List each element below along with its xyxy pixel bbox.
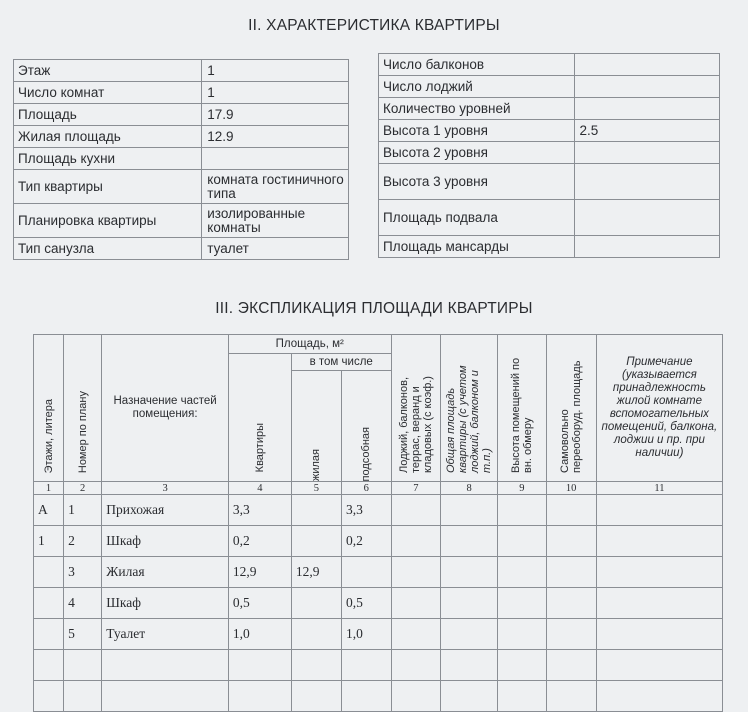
cell-apt: 3,3 (228, 495, 291, 526)
cell-no (64, 681, 102, 712)
explication-table (33, 334, 723, 712)
header-loggias: Лоджий, балконов, террас, веранд и кладовых (с коэф.) (391, 335, 441, 482)
value (574, 98, 720, 120)
column-numbers-row (34, 482, 723, 495)
table-row (379, 142, 720, 164)
table-row (14, 170, 349, 204)
table-row (34, 650, 723, 681)
cell-aux: 0,2 (342, 526, 392, 557)
label: Высота 2 уровня (379, 142, 575, 164)
cell-aux (342, 681, 392, 712)
label: Число балконов (379, 54, 575, 76)
value: комната гостиничного типа (202, 170, 349, 204)
cell-no: 1 (64, 495, 102, 526)
table-row (14, 60, 349, 82)
label: Жилая площадь (14, 126, 202, 148)
characteristics-right-table (378, 53, 720, 258)
table-row (14, 148, 349, 170)
col-number: 5 (291, 482, 341, 495)
value: 2.5 (574, 120, 720, 142)
header-area: Площадь, м² (228, 335, 391, 354)
table-row (379, 236, 720, 258)
label: Высота 3 уровня (379, 164, 575, 200)
value (574, 54, 720, 76)
cell-no: 2 (64, 526, 102, 557)
section3-title: III. ЭКСПЛИКАЦИЯ ПЛОЩАДИ КВАРТИРЫ (215, 300, 533, 317)
table-row (14, 204, 349, 238)
label: Площадь мансарды (379, 236, 575, 258)
cell-living (291, 588, 341, 619)
value: 12.9 (202, 126, 349, 148)
cell-name: Шкаф (102, 526, 229, 557)
cell-living: 12,9 (291, 557, 341, 588)
cell-aux: 3,3 (342, 495, 392, 526)
table-row (34, 495, 723, 526)
table-row (34, 526, 723, 557)
table-row (34, 619, 723, 650)
label: Площадь подвала (379, 200, 575, 236)
col-number: 7 (391, 482, 441, 495)
cell-name: Шкаф (102, 588, 229, 619)
cell-floor (34, 588, 64, 619)
cell-apt: 0,2 (228, 526, 291, 557)
cell-floor (34, 619, 64, 650)
cell-no: 5 (64, 619, 102, 650)
cell-aux (342, 557, 392, 588)
table-row (34, 588, 723, 619)
table-row (14, 126, 349, 148)
header-purpose: Назначение частей помещения: (102, 335, 229, 482)
col-number: 8 (441, 482, 498, 495)
table-row (379, 164, 720, 200)
cell-living (291, 495, 341, 526)
value (574, 142, 720, 164)
cell-floor (34, 650, 64, 681)
cell-apt: 12,9 (228, 557, 291, 588)
cell-apt (228, 681, 291, 712)
header-plan-no: Номер по плану (64, 335, 102, 482)
table-row (14, 238, 349, 260)
header-total: Общая площадь квартиры (с учетом лоджий, балконом и т.п.) (441, 335, 498, 482)
value (574, 76, 720, 98)
cell-floor: А (34, 495, 64, 526)
label: Высота 1 уровня (379, 120, 575, 142)
header-floors: Этажи, литера (34, 335, 64, 482)
header-note: Примечание (указывается принадлежность жилой комнате вспомогательных помещений, балкона, лоджии и пр. при наличии) (596, 335, 722, 482)
table-row (379, 76, 720, 98)
cell-name: Жилая (102, 557, 229, 588)
cell-name (102, 681, 229, 712)
header-apartment: Квартиры (228, 354, 291, 482)
label: Тип санузла (14, 238, 202, 260)
table-row (379, 98, 720, 120)
table-row (14, 82, 349, 104)
value: 17.9 (202, 104, 349, 126)
col-number: 4 (228, 482, 291, 495)
cell-name: Туалет (102, 619, 229, 650)
value: изолированные комнаты (202, 204, 349, 238)
cell-aux (342, 650, 392, 681)
table-row (379, 200, 720, 236)
col-number: 2 (64, 482, 102, 495)
cell-no: 3 (64, 557, 102, 588)
cell-no (64, 650, 102, 681)
value: туалет (202, 238, 349, 260)
cell-aux: 0,5 (342, 588, 392, 619)
label: Планировка квартиры (14, 204, 202, 238)
table-row (14, 104, 349, 126)
cell-living (291, 650, 341, 681)
label: Тип квартиры (14, 170, 202, 204)
cell-floor (34, 681, 64, 712)
header-unauthorized: Самовольно переоборуд. площадь (546, 335, 596, 482)
cell-floor: 1 (34, 526, 64, 557)
label: Площадь (14, 104, 202, 126)
header-living: жилая (291, 371, 341, 482)
cell-floor (34, 557, 64, 588)
cell-living (291, 681, 341, 712)
label: Этаж (14, 60, 202, 82)
label: Число лоджий (379, 76, 575, 98)
col-number: 11 (596, 482, 722, 495)
cell-living (291, 526, 341, 557)
section2-title: II. ХАРАКТЕРИСТИКА КВАРТИРЫ (248, 17, 500, 34)
cell-no: 4 (64, 588, 102, 619)
header-including: в том числе (291, 354, 391, 371)
value: 1 (202, 82, 349, 104)
label: Количество уровней (379, 98, 575, 120)
cell-name (102, 650, 229, 681)
cell-apt: 1,0 (228, 619, 291, 650)
cell-living (291, 619, 341, 650)
col-number: 3 (102, 482, 229, 495)
characteristics-left-table (13, 59, 349, 260)
header-height: Высота помещений по вн. обмеру (498, 335, 546, 482)
table-row (34, 557, 723, 588)
value (574, 236, 720, 258)
cell-name: Прихожая (102, 495, 229, 526)
table-row (379, 54, 720, 76)
value (574, 164, 720, 200)
col-number: 1 (34, 482, 64, 495)
cell-aux: 1,0 (342, 619, 392, 650)
table-row (34, 681, 723, 712)
cell-apt: 0,5 (228, 588, 291, 619)
label: Число комнат (14, 82, 202, 104)
col-number: 6 (342, 482, 392, 495)
col-number: 9 (498, 482, 546, 495)
value (202, 148, 349, 170)
table-row (379, 120, 720, 142)
value: 1 (202, 60, 349, 82)
label: Площадь кухни (14, 148, 202, 170)
col-number: 10 (546, 482, 596, 495)
header-auxiliary: подсобная (342, 371, 392, 482)
value (574, 200, 720, 236)
cell-apt (228, 650, 291, 681)
